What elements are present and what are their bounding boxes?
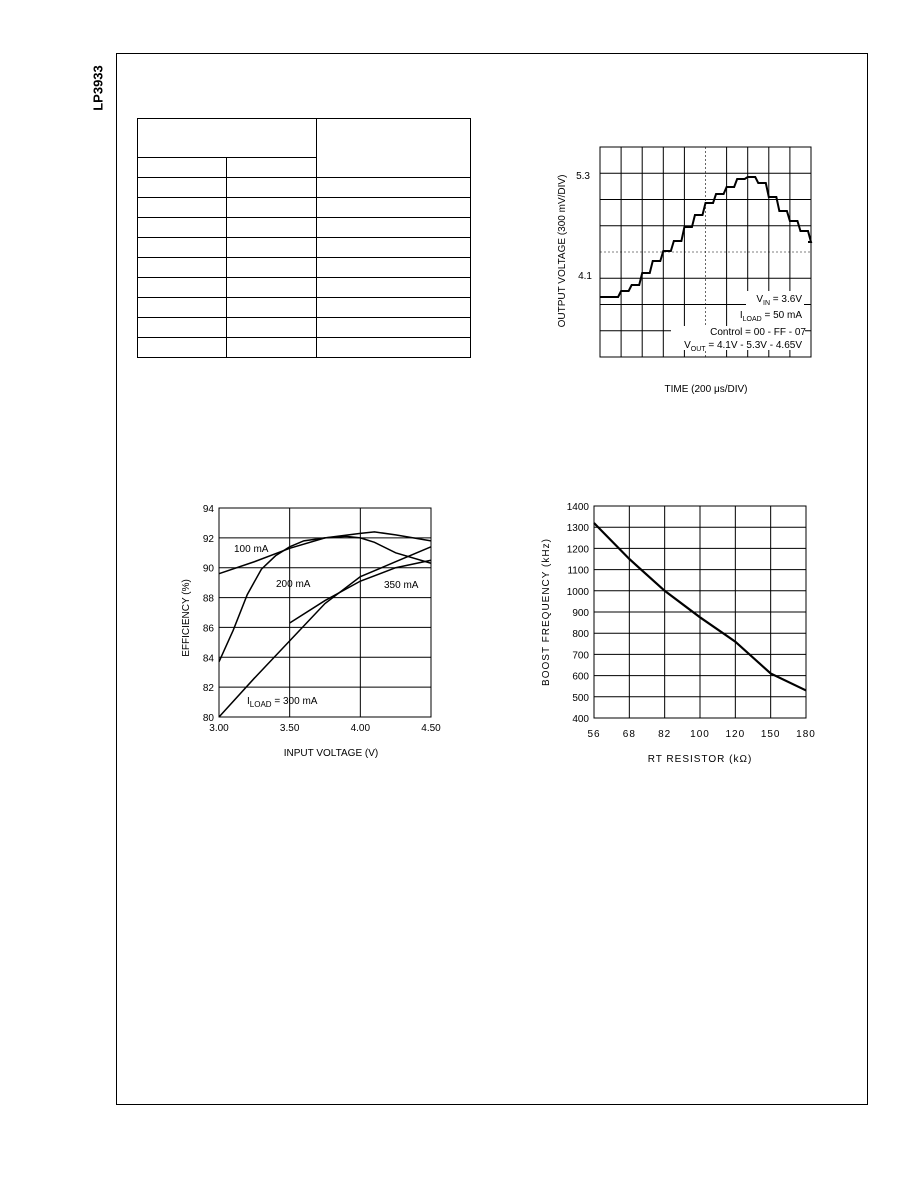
eff-ytick-label: 92 xyxy=(202,533,214,545)
bf-ytick-label: 800 xyxy=(572,629,589,641)
eff-xtick-label: 4.00 xyxy=(350,723,371,734)
bf-ylabel: BOOST FREQUENCY (kHz) xyxy=(541,538,552,686)
eff-ytick-label: 84 xyxy=(202,653,214,665)
bf-xtick-label: 68 xyxy=(622,729,636,740)
bf-ticks xyxy=(567,502,816,740)
eff-ytick-label: 86 xyxy=(202,623,214,635)
eff-ytick-label: 82 xyxy=(202,683,214,695)
eff-ytick-label: 94 xyxy=(202,504,214,515)
bf-xtick-label: 150 xyxy=(760,729,781,740)
eff-label-100ma: 100 mA xyxy=(234,544,269,555)
eff-ytick-label: 80 xyxy=(202,713,214,724)
ov-ann-iload: $I_{LOAD} = 50$ mA xyxy=(739,310,802,323)
bf-xtick-label: 120 xyxy=(725,729,746,740)
eff-xtick-label: 3.50 xyxy=(279,723,300,734)
bf-xtick-label: 56 xyxy=(587,729,601,740)
eff-label-350ma: 350 mA xyxy=(384,580,419,591)
bf-ytick-label: 600 xyxy=(572,671,589,683)
bf-grid xyxy=(594,506,806,718)
ov-ann-vout: $V_{OUT} = 4.1V - 5.3V - 4.65V$ xyxy=(684,340,802,353)
bf-ytick-label: 900 xyxy=(572,608,589,619)
ov-ylabel: OUTPUT VOLTAGE (300 mV/DIV) xyxy=(557,174,568,328)
bf-ytick-label: 1000 xyxy=(566,586,589,598)
ov-ann-vin: $V_{IN} = 3.6V$ xyxy=(756,294,802,307)
eff-xtick-label: 4.50 xyxy=(421,723,441,734)
ov-xlabel: TIME (200 μs/DIV) xyxy=(664,384,748,395)
bf-xtick-label: 100 xyxy=(690,729,710,740)
bf-ytick-label: 1400 xyxy=(566,502,589,513)
eff-label-300ma: $I_{LOAD} = 300$ mA xyxy=(247,696,318,709)
bf-ytick-label: 700 xyxy=(572,650,589,662)
eff-ytick-label: 90 xyxy=(202,563,214,575)
ov-ytick-top: 5.3 xyxy=(576,171,590,182)
bf-xtick-label: 82 xyxy=(658,729,672,740)
ov-ann-control: Control = 00 - FF - 07 xyxy=(710,327,806,338)
ov-ytick-bottom: 4.1 xyxy=(578,271,592,282)
bf-ytick-label: 400 xyxy=(572,714,589,725)
eff-xlabel: INPUT VOLTAGE (V) xyxy=(283,748,379,759)
bf-ytick-label: 1100 xyxy=(567,565,589,577)
part-number-text: LP3933 xyxy=(90,65,106,111)
eff-ylabel: EFFICIENCY (%) xyxy=(181,579,192,657)
eff-ytick-label: 88 xyxy=(202,593,214,605)
bf-ytick-label: 1200 xyxy=(566,544,589,556)
eff-xtick-label: 3.00 xyxy=(209,723,229,734)
eff-label-200ma: 200 mA xyxy=(276,579,311,590)
bf-ytick-label: 500 xyxy=(572,692,589,704)
bf-xtick-label: 180 xyxy=(796,729,816,740)
bf-xlabel: RT RESISTOR (kΩ) xyxy=(647,754,753,765)
bf-ytick-label: 1300 xyxy=(566,523,589,535)
